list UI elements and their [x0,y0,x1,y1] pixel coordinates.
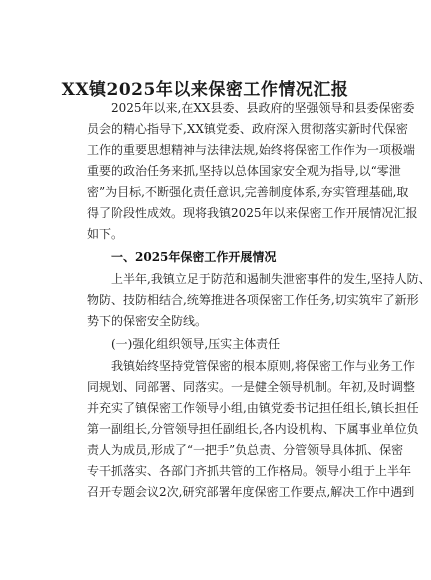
paragraph-line: 物防、技防相结合,统筹推进各项保密工作任务,切实筑牢了新形 [87,293,419,307]
paragraph-line: 势下的保密安全防线。 [87,314,208,328]
paragraph-line: 同规划、同部署、同落实。一是健全领导机制。年初,及时调整 [87,380,415,394]
paragraph-line: 2025年以来,在XX县委、县政府的坚强领导和县委保密委 [111,101,415,115]
paragraph-line: 召开专题会议2次,研究部署年度保密工作要点,解决工作中遇到 [87,485,415,499]
section-heading: 一、2025年保密工作开展情况 [111,250,277,264]
paragraph-line: 专干抓落实、各部门齐抓共管的工作格局。领导小组于上半年 [87,464,412,478]
paragraph-line: 如下。 [87,227,124,241]
paragraph-line: 重要的政治任务来抓,坚持以总体国家安全观为指导,以“零泄 [87,164,401,178]
paragraph-line: 并充实了镇保密工作领导小组,由镇党委书记担任组长,镇长担任 [87,401,419,415]
paragraph-line: 第一副组长,分管领导担任副组长,各内设机构、下属事业单位负 [87,422,419,436]
paragraph-line: 密”为目标,不断强化责任意识,完善制度体系,夯实管理基础,取 [87,185,409,199]
document-title: XX镇2025年以来保密工作情况汇报 [61,80,349,100]
paragraph-line: 上半年,我镇立足于防范和遏制失泄密事件的发生,坚持人防、 [111,272,431,286]
paragraph-line: 责人为成员,形成了“一把手”负总责、分管领导具体抓、保密 [87,443,404,457]
paragraph-line: 我镇始终坚持党管保密的根本原则,将保密工作与业务工作 [111,359,415,373]
paragraph-line: 工作的重要思想精神与法律法规,始终将保密工作作为一项极端 [87,143,415,157]
paragraph-line: 员会的精心指导下,XX镇党委、政府深入贯彻落实新时代保密 [87,122,408,136]
subsection-heading: (一)强化组织领导,压实主体责任 [111,337,281,351]
paragraph-line: 得了阶段性成效。现将我镇2025年以来保密工作开展情况汇报 [87,206,418,220]
